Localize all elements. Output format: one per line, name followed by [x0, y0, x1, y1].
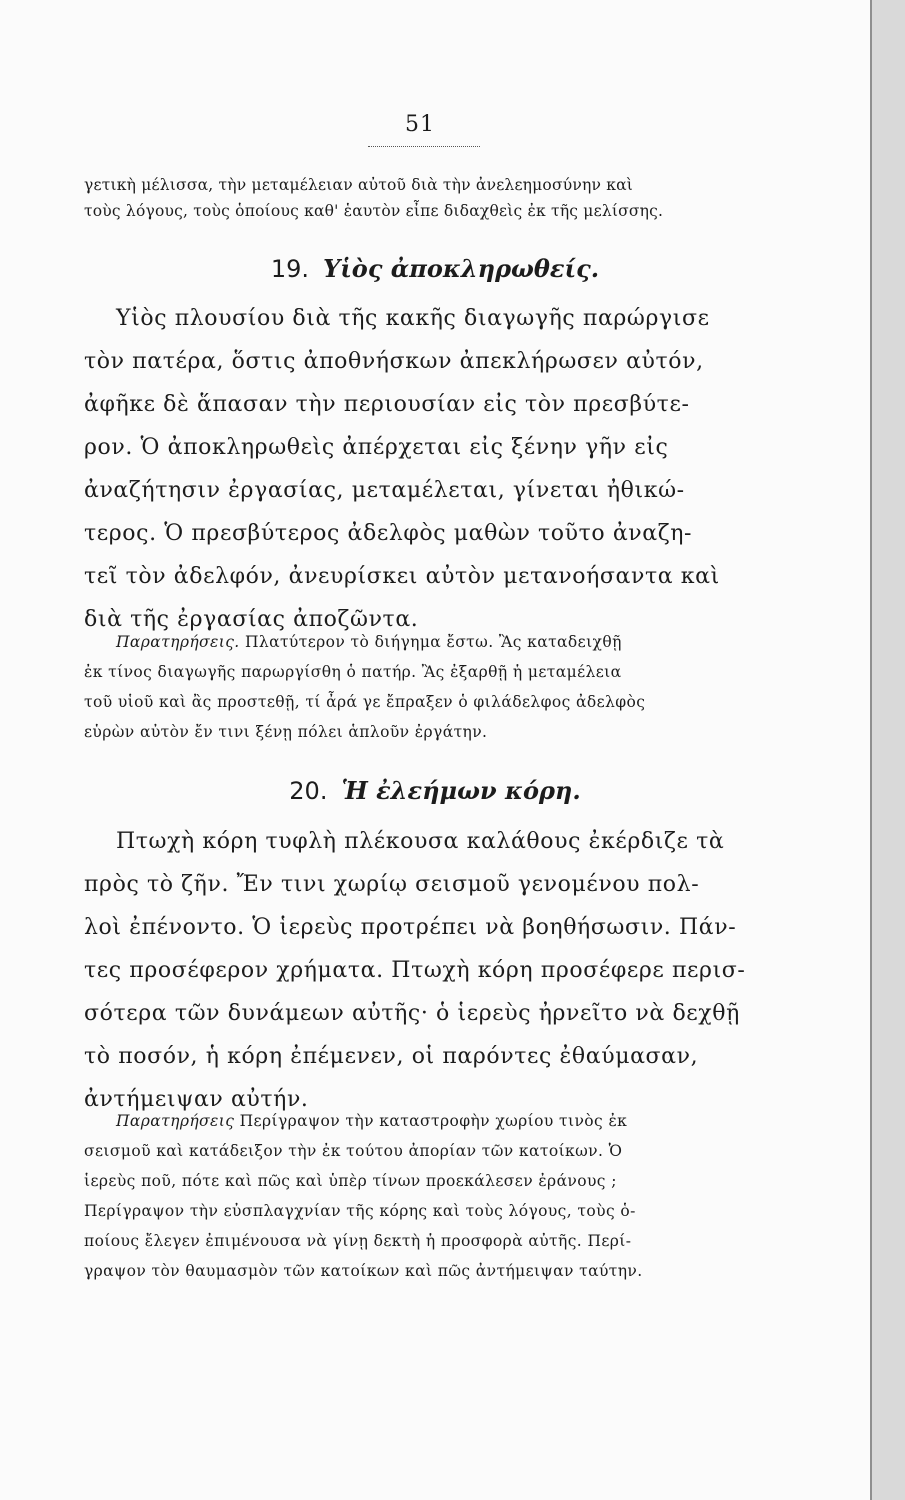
note-line: ἐκ τίνος διαγωγῆς παρωργίσθη ὁ πατήρ. Ἂς ἐξαρθῇ ἡ μεταμέλεια: [84, 663, 622, 681]
body-line: σότερα τῶν δυνάμεων αὐτῆς· ὁ ἱερεὺς ἠρνεῖτο νὰ δεχθῇ: [84, 1001, 740, 1026]
section-19-heading: [0, 254, 870, 283]
body-line: Υἱὸς πλουσίου διὰ τῆς κακῆς διαγωγῆς παρώργισε: [116, 306, 710, 331]
body-line: τες προσέφερον χρήματα. Πτωχὴ κόρη προσέφερε περισ-: [84, 958, 746, 983]
section-number: 19.: [270, 255, 310, 283]
note-line: ποίους ἔλεγεν ἐπιμένουσα νὰ γίνῃ δεκτὴ ἡ προσφορὰ αὐτῆς. Περί-: [84, 1232, 632, 1250]
section-19-body: [84, 297, 776, 641]
body-line: τεῖ τὸν ἀδελφόν, ἀνευρίσκει αὐτὸν μετανοήσαντα καὶ: [84, 564, 720, 589]
body-line: τερος. Ὁ πρεσβύτερος ἀδελφὸς μαθὼν τοῦτο ἀναζη-: [84, 521, 693, 546]
note-text: Πλατύτερον τὸ διήγημα ἔστω. Ἂς καταδειχθῇ: [244, 633, 622, 651]
page-edge: [870, 0, 905, 1500]
intro-line: τοὺς λόγους, τοὺς ὁποίους καθ' ἑαυτὸν εἶπε διδαχθεὶς ἐκ τῆς μελίσσης.: [84, 202, 664, 220]
intro-line: γετικὴ μέλισσα, τὴν μεταμέλειαν αὐτοῦ διὰ τὴν ἀνελεημοσύνην καὶ: [84, 176, 634, 194]
intro-paragraph: [84, 172, 776, 224]
body-line: ἀντήμειψαν αὐτήν.: [84, 1087, 309, 1112]
section-number: 20.: [289, 777, 328, 805]
note-line: σεισμοῦ καὶ κατάδειξον τὴν ἐκ τούτου ἀπορίαν τῶν κατοίκων. Ὁ: [84, 1142, 623, 1160]
section-title: Ἡ ἐλεήμων κόρη.: [341, 776, 581, 805]
body-line: ἀναζήτησιν ἐργασίας, μεταμέλεται, γίνεται ἠθικώ-: [84, 478, 685, 503]
notes-label: Παρατηρήσεις.: [116, 633, 240, 651]
body-line: πρὸς τὸ ζῆν. Ἔν τινι χωρίῳ σεισμοῦ γενομένου πολ-: [84, 872, 700, 897]
body-line: ρον. Ὁ ἀποκληρωθεὶς ἀπέρχεται εἰς ξένην γῆν εἰς: [84, 435, 669, 460]
body-line: τὸν πατέρα, ὅστις ἀποθνήσκων ἀπεκλήρωσεν αὐτόν,: [84, 349, 704, 374]
body-line: διὰ τῆς ἐργασίας ἀποζῶντα.: [84, 607, 419, 632]
note-line: [84, 1106, 776, 1136]
section-title: Υἱὸς ἀποκληρωθείς.: [323, 254, 600, 283]
note-line: Περίγραψον τὴν εὐσπλαγχνίαν τῆς κόρης καὶ τοὺς λόγους, τοὺς ὁ-: [84, 1202, 636, 1220]
note-line: γραψον τὸν θαυμασμὸν τῶν κατοίκων καὶ πῶς ἀντήμειψαν ταύτην.: [84, 1262, 643, 1280]
note-line: [84, 627, 776, 657]
body-line: Πτωχὴ κόρη τυφλὴ πλέκουσα καλάθους ἐκέρδιζε τὰ: [116, 829, 725, 854]
body-line: τὸ ποσόν, ἡ κόρη ἐπέμενεν, οἱ παρόντες ἐθαύμασαν,: [84, 1044, 699, 1069]
note-line: εὑρὼν αὐτὸν ἔν τινι ξένῃ πόλει ἁπλοῦν ἐργάτην.: [84, 723, 488, 741]
page-number: 51: [405, 112, 435, 137]
notes-label: Παρατηρήσεις: [116, 1112, 235, 1130]
note-line: ἱερεὺς ποῦ, πότε καὶ πῶς καὶ ὑπὲρ τίνων προεκάλεσεν ἐράνους ;: [84, 1172, 617, 1190]
page-number-rule: [368, 146, 480, 147]
section-20-heading: [0, 776, 870, 805]
note-line: τοῦ υἱοῦ καὶ ἂς προστεθῇ, τί ἆρά γε ἔπραξεν ὁ φιλάδελφος ἀδελφὸς: [84, 693, 646, 711]
section-20-notes: [84, 1106, 776, 1286]
section-19-notes: [84, 627, 776, 747]
body-line: λοὶ ἐπένοντο. Ὁ ἱερεὺς προτρέπει νὰ βοηθήσωσιν. Πάν-: [84, 915, 737, 940]
section-20-body: [84, 820, 776, 1121]
body-line: ἀφῆκε δὲ ἅπασαν τὴν περιουσίαν εἰς τὸν πρεσβύτε-: [84, 392, 690, 417]
note-text: Περίγραψον τὴν καταστροφὴν χωρίου τινὸς ἐκ: [239, 1112, 628, 1130]
